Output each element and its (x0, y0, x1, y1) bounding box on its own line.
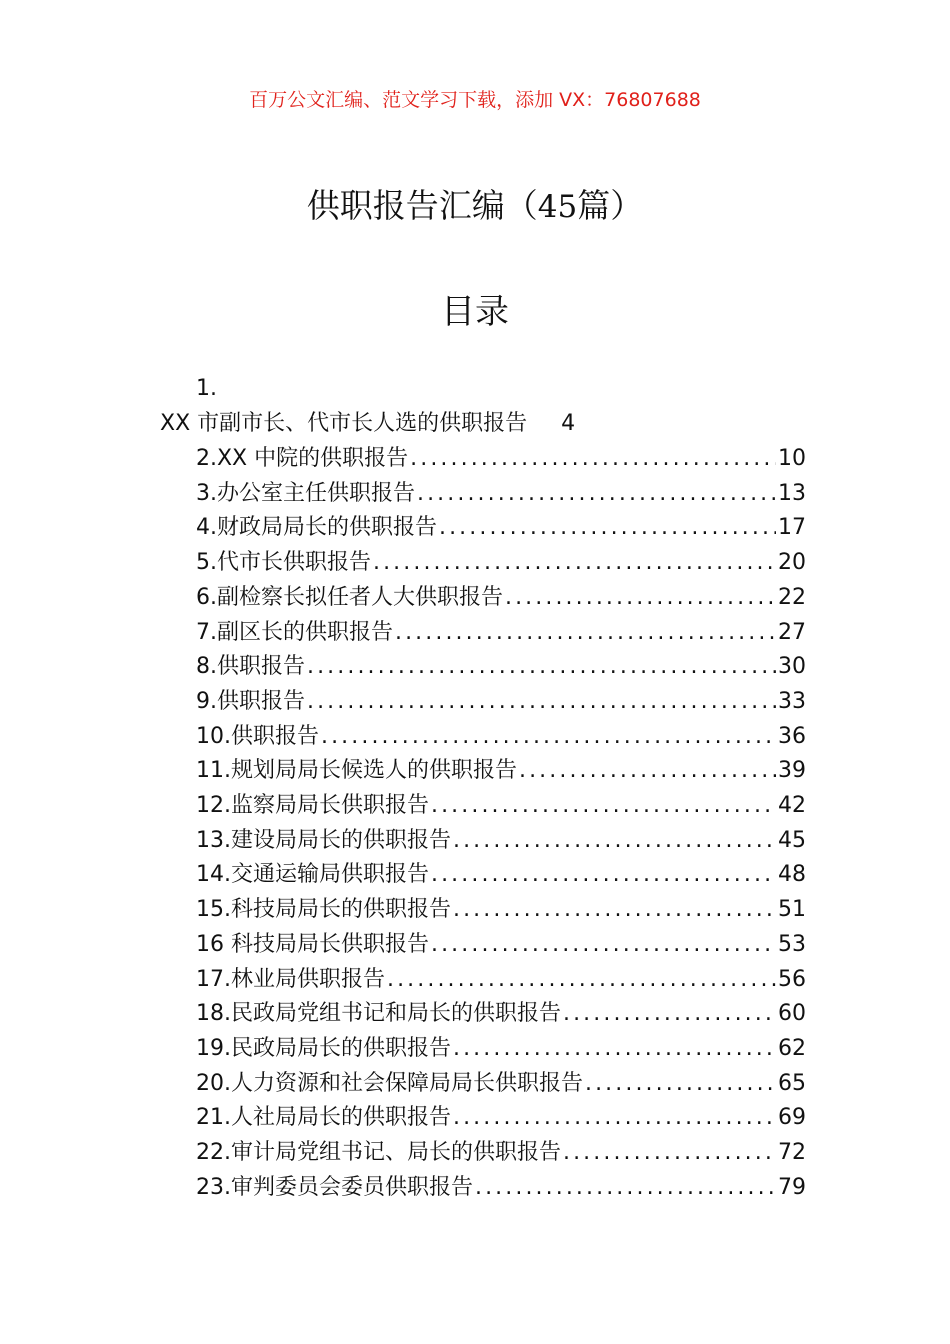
toc-dot-leader (563, 999, 776, 1029)
toc-entry-page: 42 (778, 793, 806, 818)
toc-entry-label: 13.建设局局长的供职报告 (196, 827, 451, 853)
toc-dot-leader (410, 444, 776, 474)
toc-entry-label: 17.林业局供职报告 (196, 966, 385, 992)
toc-entry[interactable] (196, 583, 806, 613)
toc-entry-label: 9.供职报告 (196, 688, 305, 714)
toc-entry-page: 27 (778, 619, 806, 645)
toc-dot-leader (431, 860, 776, 890)
toc-entry-label: 8.供职报告 (196, 654, 305, 680)
toc-entry-page: 45 (778, 827, 806, 853)
toc-entry-label: 23.审判委员会委员供职报告 (196, 1174, 473, 1200)
title-number: 45 (537, 189, 578, 225)
toc-dot-leader (585, 1069, 776, 1099)
toc-entry[interactable] (196, 1034, 806, 1064)
toc-entry[interactable] (196, 860, 806, 890)
toc-dot-leader (307, 687, 776, 717)
toc-dot-leader (431, 930, 776, 960)
toc-entry-label: 3.办公室主任供职报告 (196, 480, 415, 506)
toc-entry-label: 16 科技局局长供职报告 (196, 931, 429, 957)
toc-entry-page: 65 (778, 1070, 806, 1096)
toc-entry[interactable] (196, 999, 806, 1029)
toc-entry-label: 14.交通运输局供职报告 (196, 862, 429, 888)
toc-entry[interactable] (196, 1069, 806, 1099)
toc-entry-page: 4 (561, 411, 576, 436)
toc-entry-page: 51 (778, 897, 806, 923)
toc-entry-label: 11.规划局局长候选人的供职报告 (196, 758, 517, 784)
toc-dot-leader (505, 583, 776, 613)
toc-dot-leader (519, 756, 776, 786)
toc-dot-leader (453, 895, 776, 925)
toc-entry[interactable] (196, 930, 806, 960)
toc-entry[interactable] (196, 1103, 806, 1133)
toc-dot-leader (373, 548, 776, 578)
toc-entry[interactable] (196, 826, 806, 856)
title-suffix: 篇） (577, 186, 644, 225)
toc-entry[interactable] (196, 965, 806, 995)
toc-entry-page: 53 (778, 931, 806, 957)
toc-entry-page: 13 (778, 480, 806, 506)
toc-entry-label: 21.人社局局长的供职报告 (196, 1105, 451, 1131)
toc-first-number: 1. (196, 376, 217, 401)
toc-entry-page: 56 (778, 966, 806, 992)
toc-dot-leader (453, 1034, 776, 1064)
toc-entry[interactable] (196, 513, 806, 543)
toc-entry-page: 30 (778, 654, 806, 680)
promo-banner: 百万公文汇编、范文学习下载，添加 VX：76807688 (249, 89, 701, 111)
toc-dot-leader (475, 1173, 776, 1203)
toc-entry-page: 79 (778, 1174, 806, 1200)
toc-entry-label: 18.民政局党组书记和局长的供职报告 (196, 1001, 561, 1027)
toc-entry-label: 12.监察局局长供职报告 (196, 793, 429, 818)
toc-dot-leader (439, 513, 776, 543)
toc-entry[interactable] (196, 652, 806, 682)
toc-entry-page: 48 (778, 862, 806, 888)
toc-entry[interactable] (196, 756, 806, 786)
toc-entry[interactable] (196, 791, 806, 821)
toc-entry-page: 17 (778, 515, 806, 541)
toc-entry-label: 10.供职报告 (196, 723, 319, 749)
toc-entry-label: XX 市副市长、代市长人选的供职报告 (160, 411, 528, 436)
toc-entry-page: 36 (778, 723, 806, 749)
toc-entry-page: 60 (778, 1001, 806, 1027)
toc-dot-leader (563, 1138, 776, 1168)
toc-dot-leader (387, 965, 776, 995)
toc-entry[interactable] (196, 1138, 806, 1168)
toc-entry[interactable] (196, 722, 806, 752)
toc-dot-leader (453, 826, 776, 856)
toc-entry[interactable] (160, 409, 575, 439)
toc-entry-page: 22 (778, 584, 806, 610)
toc-dot-leader (453, 1103, 776, 1133)
toc-entry[interactable] (196, 1173, 806, 1203)
toc-entry-page: 72 (778, 1140, 806, 1165)
toc-dot-leader (417, 479, 776, 509)
toc-entry[interactable] (196, 548, 806, 578)
toc-entry[interactable] (196, 479, 806, 509)
toc-entry-page: 62 (778, 1035, 806, 1061)
toc-entry-label: 19.民政局局长的供职报告 (196, 1035, 451, 1061)
toc-dot-leader (321, 722, 776, 752)
toc-entry-label: 15.科技局局长的供职报告 (196, 897, 451, 923)
toc-dot-leader (307, 652, 776, 682)
toc-entry-page: 20 (778, 550, 806, 576)
toc-entry-label: 2.XX 中院的供职报告 (196, 446, 409, 471)
toc-entry-label: 6.副检察长拟任者人大供职报告 (196, 584, 503, 610)
toc-entry[interactable] (196, 687, 806, 717)
toc-entry-label: 4.财政局局长的供职报告 (196, 515, 437, 541)
toc-dot-leader (431, 791, 776, 821)
toc-entry-page: 33 (778, 688, 806, 714)
toc-heading: 目录 (441, 292, 509, 332)
toc-entry-page: 10 (778, 446, 806, 471)
toc-entry[interactable] (196, 444, 806, 474)
toc-entry-label: 7.副区长的供职报告 (196, 619, 393, 645)
toc-entry-page: 39 (778, 758, 806, 784)
toc-entry-label: 5.代市长供职报告 (196, 550, 371, 576)
toc-entry[interactable] (196, 895, 806, 925)
toc-entry-label: 22.审计局党组书记、局长的供职报告 (196, 1140, 561, 1165)
toc-dot-leader (395, 618, 776, 648)
toc-entry-label: 20.人力资源和社会保障局局长供职报告 (196, 1070, 583, 1096)
title-prefix: 供职报告汇编（ (306, 186, 538, 225)
toc-entry-page: 69 (778, 1105, 806, 1131)
toc-entry[interactable] (196, 618, 806, 648)
